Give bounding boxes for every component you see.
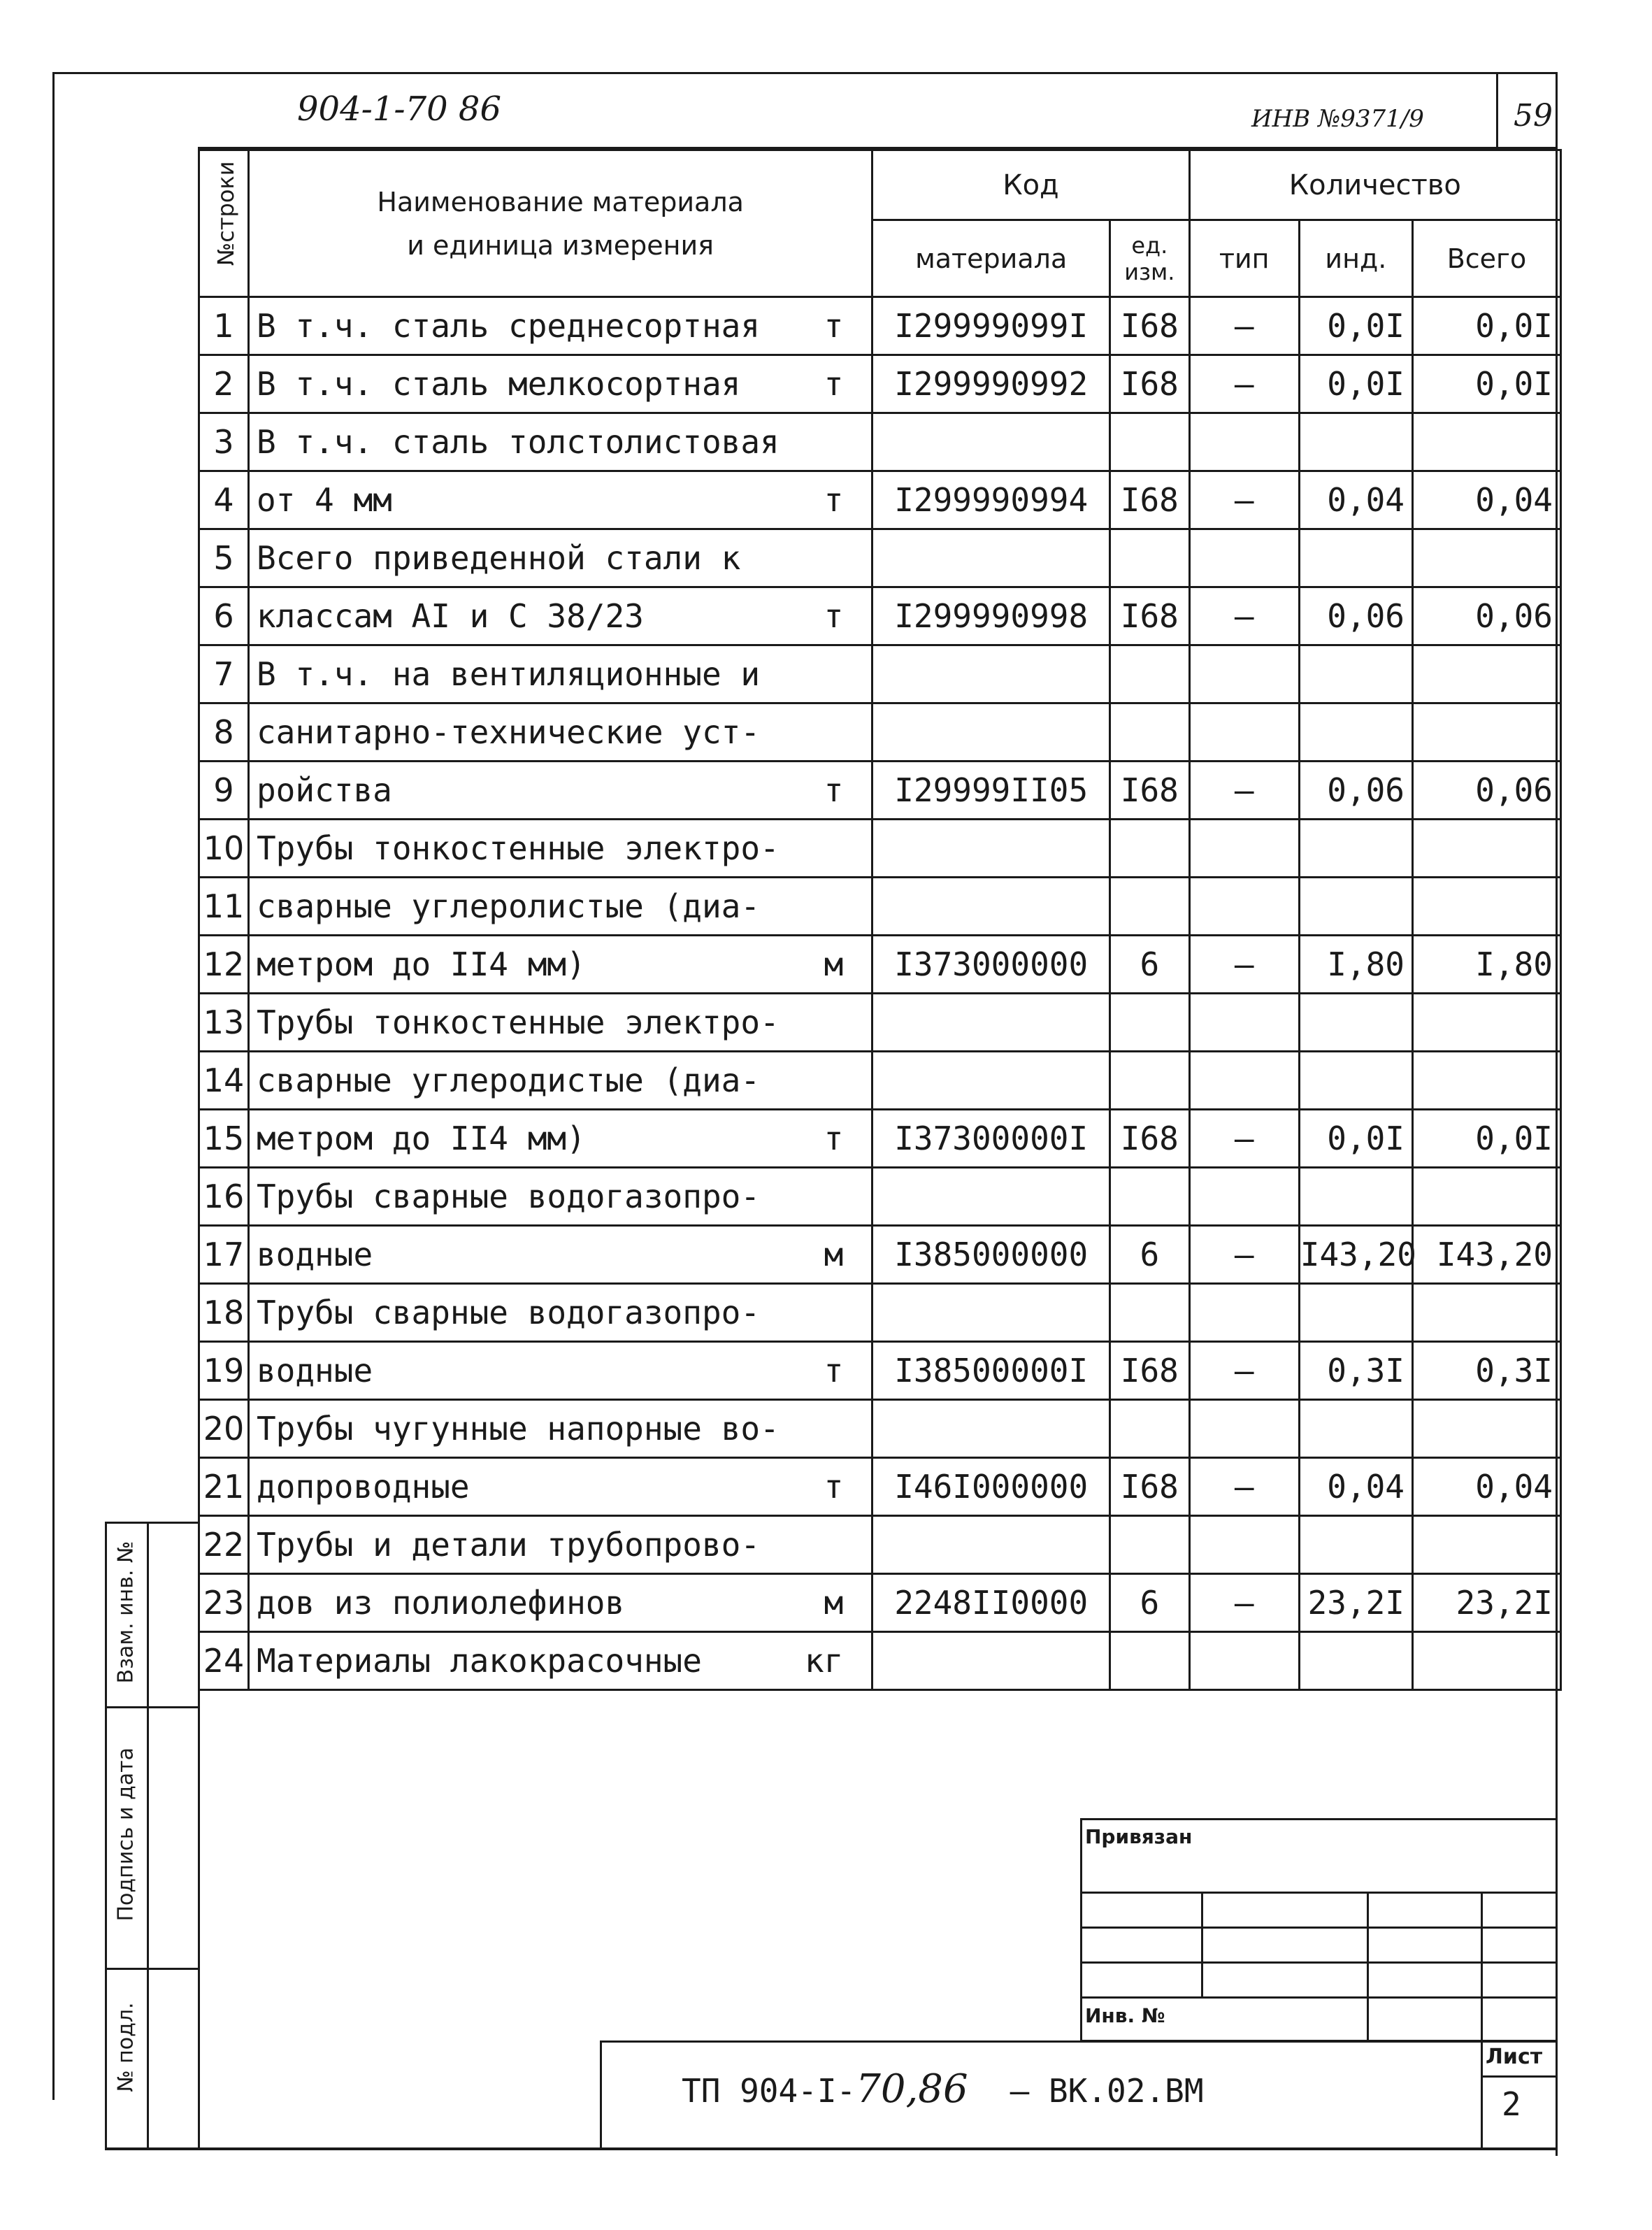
- material-name: [248, 1168, 872, 1226]
- stamp-grid-v2: [1367, 1892, 1369, 2042]
- table-row: [199, 645, 1561, 703]
- type-quantity: [1189, 878, 1299, 936]
- type-quantity: [1189, 1516, 1299, 1574]
- material-name-text: Трубы сварные водогазопро-: [256, 1294, 761, 1331]
- row-number: 8: [199, 703, 249, 762]
- type-quantity: –: [1189, 1574, 1299, 1632]
- page-number: 59: [1514, 98, 1553, 134]
- sheet-label: Лист: [1486, 2045, 1543, 2069]
- total-quantity: [1413, 820, 1561, 878]
- unit-code: 6: [1110, 1226, 1190, 1284]
- total-quantity: [1413, 645, 1561, 703]
- material-name: [248, 936, 872, 994]
- unit-code: [1110, 1284, 1190, 1342]
- type-quantity: –: [1189, 471, 1299, 529]
- document-code: [682, 2066, 1204, 2112]
- material-code: I385000000: [872, 1226, 1110, 1284]
- type-quantity: –: [1189, 1342, 1299, 1400]
- row-number: 21: [199, 1458, 249, 1516]
- individual-quantity: 0,06: [1299, 587, 1412, 645]
- side-strip-left-line: [105, 1522, 107, 2149]
- measure-unit: т: [824, 307, 844, 345]
- document-code-prefix: ТП 904-I-: [682, 2072, 856, 2110]
- type-quantity: [1189, 1284, 1299, 1342]
- stamp-grid-h4: [1080, 1996, 1558, 1999]
- material-code: [872, 413, 1110, 471]
- measure-unit: кг: [804, 1642, 844, 1680]
- unit-code: [1110, 1632, 1190, 1690]
- material-name-text: Трубы тонкостенные электро-: [256, 829, 780, 867]
- material-code: I299990998: [872, 587, 1110, 645]
- vzam-inv-label: Взам. инв. №: [113, 1541, 138, 1684]
- total-quantity: 0,0I: [1413, 1110, 1561, 1168]
- unit-code: [1110, 820, 1190, 878]
- row-number: 3: [199, 413, 249, 471]
- type-quantity: [1189, 529, 1299, 587]
- row-number: 16: [199, 1168, 249, 1226]
- row-number: 20: [199, 1400, 249, 1458]
- unit-code: [1110, 1400, 1190, 1458]
- total-quantity: [1413, 703, 1561, 762]
- material-code: I46I000000: [872, 1458, 1110, 1516]
- individual-quantity: [1299, 1284, 1412, 1342]
- unit-code: [1110, 1052, 1190, 1110]
- inventory-number-handwritten: ИНВ №9371/9: [1251, 105, 1424, 133]
- name-header: [248, 150, 872, 297]
- name-header-line1: Наименование материала: [377, 186, 744, 217]
- unit-code: I68: [1110, 355, 1190, 413]
- individual-quantity: 0,3I: [1299, 1342, 1412, 1400]
- row-number: 9: [199, 762, 249, 820]
- individual-quantity: 0,04: [1299, 471, 1412, 529]
- side-strip-divider: [147, 1522, 149, 2149]
- material-name-text: В т.ч. сталь толстолистовая: [256, 423, 780, 461]
- material-name: [248, 355, 872, 413]
- row-number: 2: [199, 355, 249, 413]
- unit-code: I68: [1110, 762, 1190, 820]
- material-code: [872, 1632, 1110, 1690]
- material-code: I299990992: [872, 355, 1110, 413]
- table-row: [199, 1110, 1561, 1168]
- stamp-grid-h2: [1080, 1927, 1558, 1929]
- bound-label: Привязан: [1085, 1825, 1193, 1848]
- individual-quantity: [1299, 994, 1412, 1052]
- stamp-grid-h1: [1080, 1892, 1558, 1894]
- total-header: Всего: [1413, 220, 1561, 297]
- row-number: 6: [199, 587, 249, 645]
- individual-quantity: [1299, 1168, 1412, 1226]
- material-name: [248, 471, 872, 529]
- type-quantity: [1189, 994, 1299, 1052]
- individual-quantity: I43,20: [1299, 1226, 1412, 1284]
- row-number: 5: [199, 529, 249, 587]
- material-code: [872, 645, 1110, 703]
- material-name: [248, 820, 872, 878]
- row-number: 19: [199, 1342, 249, 1400]
- material-code: [872, 703, 1110, 762]
- individual-quantity: [1299, 820, 1412, 878]
- total-quantity: [1413, 1168, 1561, 1226]
- measure-unit: т: [824, 1468, 844, 1506]
- total-quantity: [1413, 529, 1561, 587]
- total-quantity: 0,3I: [1413, 1342, 1561, 1400]
- table-row: [199, 1458, 1561, 1516]
- side-strip-top-line: [105, 1522, 200, 1524]
- material-name-text: Трубы чугунные напорные во-: [256, 1410, 780, 1448]
- material-code: [872, 878, 1110, 936]
- individual-quantity: [1299, 645, 1412, 703]
- unit-code: I68: [1110, 471, 1190, 529]
- row-number: 7: [199, 645, 249, 703]
- total-quantity: 0,06: [1413, 587, 1561, 645]
- material-name-text: метром до II4 мм): [256, 945, 586, 983]
- table-row: [199, 936, 1561, 994]
- table-row: [199, 820, 1561, 878]
- row-number: 17: [199, 1226, 249, 1284]
- table-row: [199, 762, 1561, 820]
- material-name-text: метром до II4 мм): [256, 1120, 586, 1157]
- material-name: [248, 994, 872, 1052]
- type-quantity: –: [1189, 762, 1299, 820]
- total-quantity: 0,04: [1413, 1458, 1561, 1516]
- row-number-header-text: №строки: [213, 161, 239, 266]
- inv-no-label: Инв. №: [1085, 2004, 1165, 2027]
- material-name: [248, 1226, 872, 1284]
- code-group-header: Код: [872, 150, 1189, 220]
- table-row: [199, 1052, 1561, 1110]
- table-row: [199, 587, 1561, 645]
- inv-podl-label: № подл.: [113, 2002, 138, 2092]
- row-number: 24: [199, 1632, 249, 1690]
- table-row: [199, 1342, 1561, 1400]
- unit-code: 6: [1110, 1574, 1190, 1632]
- total-quantity: [1413, 994, 1561, 1052]
- material-code: I299990994: [872, 471, 1110, 529]
- stamp-grid-h3: [1080, 1961, 1558, 1964]
- total-quantity: 0,0I: [1413, 355, 1561, 413]
- sheet-label-line: [1481, 2075, 1558, 2078]
- ind-header: инд.: [1299, 220, 1412, 297]
- unit-code: [1110, 529, 1190, 587]
- type-quantity: –: [1189, 355, 1299, 413]
- type-quantity: [1189, 820, 1299, 878]
- material-name-text: В т.ч. сталь среднесортная: [256, 307, 761, 345]
- material-name-text: Трубы и детали трубопрово-: [256, 1526, 761, 1564]
- material-name-text: Всего приведенной стали к: [256, 539, 741, 577]
- individual-quantity: 0,0I: [1299, 355, 1412, 413]
- material-code: [872, 1516, 1110, 1574]
- unit-code: I68: [1110, 297, 1190, 355]
- measure-unit: т: [824, 1352, 844, 1389]
- material-code: [872, 1168, 1110, 1226]
- signature-date-label: Подпись и дата: [113, 1747, 138, 1922]
- material-name: [248, 762, 872, 820]
- type-quantity: –: [1189, 1226, 1299, 1284]
- total-quantity: 23,2I: [1413, 1574, 1561, 1632]
- table-row: [199, 703, 1561, 762]
- unit-code: [1110, 413, 1190, 471]
- total-quantity: [1413, 1052, 1561, 1110]
- unit-code: [1110, 994, 1190, 1052]
- individual-quantity: 23,2I: [1299, 1574, 1412, 1632]
- total-quantity: [1413, 1516, 1561, 1574]
- type-quantity: –: [1189, 587, 1299, 645]
- individual-quantity: [1299, 529, 1412, 587]
- table-row: [199, 1632, 1561, 1690]
- document-code-suffix: – ВК.02.ВМ: [1010, 2072, 1204, 2110]
- table-row: [199, 413, 1561, 471]
- row-number: 18: [199, 1284, 249, 1342]
- material-name: [248, 1574, 872, 1632]
- row-number: 11: [199, 878, 249, 936]
- material-code: [872, 529, 1110, 587]
- material-name: [248, 297, 872, 355]
- individual-quantity: [1299, 1516, 1412, 1574]
- table-row: [199, 994, 1561, 1052]
- material-name: [248, 1458, 872, 1516]
- unit-code: I68: [1110, 1110, 1190, 1168]
- material-code: [872, 1284, 1110, 1342]
- material-code: [872, 820, 1110, 878]
- sheet-number: 2: [1502, 2085, 1521, 2123]
- total-quantity: [1413, 1400, 1561, 1458]
- row-number: 14: [199, 1052, 249, 1110]
- row-number: 12: [199, 936, 249, 994]
- individual-quantity: [1299, 1052, 1412, 1110]
- type-header: тип: [1189, 220, 1299, 297]
- material-name: [248, 1052, 872, 1110]
- stamp-grid-v1: [1201, 1892, 1203, 1996]
- table-row: [199, 1168, 1561, 1226]
- row-number: 13: [199, 994, 249, 1052]
- material-code: [872, 994, 1110, 1052]
- individual-quantity: [1299, 1400, 1412, 1458]
- material-name-text: санитарно-технические уст-: [256, 713, 761, 751]
- unit-code: I68: [1110, 1342, 1190, 1400]
- individual-quantity: [1299, 878, 1412, 936]
- material-name: [248, 413, 872, 471]
- table-row: [199, 1400, 1561, 1458]
- material-name: [248, 1632, 872, 1690]
- measure-unit: т: [824, 597, 844, 635]
- type-quantity: [1189, 645, 1299, 703]
- table-row: [199, 529, 1561, 587]
- type-quantity: [1189, 413, 1299, 471]
- row-number: 4: [199, 471, 249, 529]
- material-name: [248, 1342, 872, 1400]
- material-name-text: водные: [256, 1236, 373, 1273]
- material-code: I38500000I: [872, 1342, 1110, 1400]
- individual-quantity: 0,0I: [1299, 1110, 1412, 1168]
- individual-quantity: [1299, 1632, 1412, 1690]
- unit-code: I68: [1110, 587, 1190, 645]
- material-code: 2248II0000: [872, 1574, 1110, 1632]
- frame-left-line: [52, 72, 55, 2100]
- total-quantity: [1413, 878, 1561, 936]
- total-quantity: [1413, 413, 1561, 471]
- type-quantity: –: [1189, 297, 1299, 355]
- row-number: 23: [199, 1574, 249, 1632]
- unit-code: [1110, 1516, 1190, 1574]
- row-number: 10: [199, 820, 249, 878]
- material-code: [872, 1400, 1110, 1458]
- material-name: [248, 529, 872, 587]
- material-code: [872, 1052, 1110, 1110]
- total-quantity: 0,04: [1413, 471, 1561, 529]
- material-name: [248, 587, 872, 645]
- type-quantity: [1189, 703, 1299, 762]
- measure-unit: м: [824, 945, 844, 983]
- material-name: [248, 645, 872, 703]
- unit-code: [1110, 1168, 1190, 1226]
- unit-code: [1110, 703, 1190, 762]
- table-row: [199, 297, 1561, 355]
- individual-quantity: [1299, 413, 1412, 471]
- individual-quantity: 0,06: [1299, 762, 1412, 820]
- side-strip-line-2: [105, 1968, 200, 1970]
- row-number-header: [199, 150, 249, 297]
- material-name-text: В т.ч. сталь мелкосортная: [256, 365, 741, 403]
- type-quantity: [1189, 1168, 1299, 1226]
- unit-code: 6: [1110, 936, 1190, 994]
- type-quantity: –: [1189, 1110, 1299, 1168]
- materials-table-body: [199, 297, 1561, 1690]
- unit-code: I68: [1110, 1458, 1190, 1516]
- material-name-text: сварные углеродистые (диа-: [256, 1062, 761, 1099]
- material-name-text: Трубы тонкостенные электро-: [256, 1003, 780, 1041]
- measure-unit: т: [824, 481, 844, 519]
- table-row: [199, 878, 1561, 936]
- type-quantity: –: [1189, 1458, 1299, 1516]
- material-name: [248, 1516, 872, 1574]
- document-code-handwritten: 70,86: [856, 2066, 968, 2112]
- material-name-text: водные: [256, 1352, 373, 1389]
- individual-quantity: I,80: [1299, 936, 1412, 994]
- table-row: [199, 1284, 1561, 1342]
- side-strip-line-1: [105, 1706, 200, 1708]
- material-code-header: материала: [872, 220, 1110, 297]
- material-name-text: Трубы сварные водогазопро-: [256, 1178, 761, 1215]
- page-number-divider: [1496, 72, 1498, 148]
- type-quantity: [1189, 1632, 1299, 1690]
- material-code: I37300000I: [872, 1110, 1110, 1168]
- table-row: [199, 1574, 1561, 1632]
- material-name-text: ройства: [256, 771, 392, 809]
- measure-unit: м: [824, 1584, 844, 1622]
- total-quantity: [1413, 1284, 1561, 1342]
- material-name-text: классам АI и С 38/23: [256, 597, 644, 635]
- row-number: 22: [199, 1516, 249, 1574]
- table-row: [199, 355, 1561, 413]
- measure-unit: т: [824, 771, 844, 809]
- unit-code-header: ед. изм.: [1110, 220, 1190, 297]
- table-row: [199, 1516, 1561, 1574]
- material-name-text: допроводные: [256, 1468, 470, 1506]
- material-name-text: сварные углеролистые (диа-: [256, 887, 761, 925]
- total-quantity: [1413, 1632, 1561, 1690]
- material-name-text: дов из полиолефинов: [256, 1584, 625, 1622]
- sheet-cell-divider: [1481, 2040, 1483, 2150]
- material-code: I29999II05: [872, 762, 1110, 820]
- individual-quantity: 0,04: [1299, 1458, 1412, 1516]
- material-name-text: Материалы лакокрасочные: [256, 1642, 702, 1680]
- quantity-group-header: Количество: [1189, 150, 1560, 220]
- table-row: [199, 471, 1561, 529]
- material-name: [248, 1400, 872, 1458]
- material-code: I29999099I: [872, 297, 1110, 355]
- frame-top-line: [52, 72, 1556, 74]
- material-name: [248, 1284, 872, 1342]
- table-row: [199, 1226, 1561, 1284]
- individual-quantity: [1299, 703, 1412, 762]
- designation-handwritten: 904-1-70 86: [297, 90, 502, 129]
- material-code: I373000000: [872, 936, 1110, 994]
- unit-code: [1110, 878, 1190, 936]
- type-quantity: –: [1189, 936, 1299, 994]
- row-number: 15: [199, 1110, 249, 1168]
- total-quantity: I43,20: [1413, 1226, 1561, 1284]
- unit-code: [1110, 645, 1190, 703]
- name-header-line2: и единица измерения: [407, 229, 714, 261]
- total-quantity: 0,06: [1413, 762, 1561, 820]
- type-quantity: [1189, 1400, 1299, 1458]
- measure-unit: т: [824, 365, 844, 403]
- individual-quantity: 0,0I: [1299, 297, 1412, 355]
- row-number: 1: [199, 297, 249, 355]
- stamp-grid-v3: [1481, 1892, 1483, 2042]
- material-name-text: В т.ч. на вентиляционные и: [256, 655, 761, 693]
- material-name: [248, 1110, 872, 1168]
- measure-unit: т: [824, 1120, 844, 1157]
- measure-unit: м: [824, 1236, 844, 1273]
- material-name: [248, 703, 872, 762]
- material-name-text: от 4 мм: [256, 481, 392, 519]
- total-quantity: 0,0I: [1413, 297, 1561, 355]
- materials-table: [198, 149, 1562, 1691]
- type-quantity: [1189, 1052, 1299, 1110]
- material-name: [248, 878, 872, 936]
- total-quantity: I,80: [1413, 936, 1561, 994]
